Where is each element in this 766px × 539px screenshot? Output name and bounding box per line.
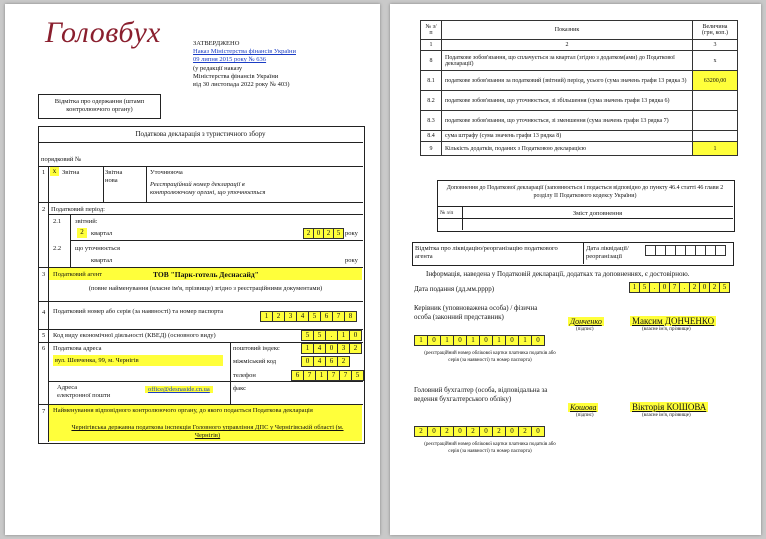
row-number: 7 <box>42 408 46 415</box>
phone-digit: 7 <box>327 370 340 381</box>
table-cell: 8.2 <box>421 91 442 111</box>
table-cell: 9 <box>421 142 442 156</box>
table-cell[interactable]: 63200,00 <box>693 71 738 91</box>
accountant-name[interactable]: Вікторія КОШОВА <box>632 402 707 412</box>
table-cell: Податкове зобов'язання, що сплачується за квартал (згідно з додатком(ами) до Податкової декларації) <box>442 51 693 71</box>
phone-label: телефон <box>233 372 256 379</box>
liquidation-mark: Відмітка про ліквідацію/реорганізацію податкового агента <box>415 245 558 260</box>
tax-number-digit: 5 <box>308 311 321 322</box>
head-code-digit: 1 <box>440 335 454 346</box>
liquidation-date-digit <box>715 245 726 256</box>
head-code-digit: 1 <box>518 335 532 346</box>
approval-order-link[interactable]: Наказ Міністерства фінансів України <box>193 48 296 56</box>
kved-digit: 1 <box>337 330 350 341</box>
accountant-code-note: (реєстраційний номер облікової картки платника податків або серія (за наявності) та номер паспорта) <box>424 442 556 454</box>
year-label: року <box>345 257 358 264</box>
kved-digit: 0 <box>349 330 362 341</box>
phone-digit: 1 <box>315 370 328 381</box>
approval-order-date-link[interactable]: 09 липня 2015 року № 636 <box>193 56 267 64</box>
accountant-code-digit: 0 <box>427 426 441 437</box>
accountant-title: Головний бухгалтер (особа, відповідальна за ведення бухгалтерського обліку) <box>414 386 548 403</box>
table-cell: 8.4 <box>421 131 442 142</box>
receipt-mark-box: Відмітка про одержання (штамп контролюючого органу) <box>38 94 161 119</box>
head-name[interactable]: Максим ДОНЧЕНКО <box>632 316 715 326</box>
phone-digit: 5 <box>351 370 364 381</box>
row-number: 5 <box>42 332 46 339</box>
accountant-code-digit: 0 <box>505 426 519 437</box>
submit-date-digit: 5 <box>719 282 730 293</box>
submit-date-digit: 0 <box>699 282 710 293</box>
tax-number-digit: 3 <box>284 311 297 322</box>
quarter-label: квартал <box>91 257 113 264</box>
row-number: 2.1 <box>53 218 62 225</box>
kved-digit: 5 <box>313 330 326 341</box>
quarter-field[interactable]: 2 <box>77 228 87 238</box>
name-label: (власне ім'я, прізвище) <box>642 413 691 418</box>
table-row <box>421 142 738 156</box>
row-number: 3 <box>42 271 46 278</box>
accountant-code-digit: 2 <box>466 426 480 437</box>
table-header: Величина (грн, коп.) <box>693 21 738 40</box>
head-code-digit: 1 <box>466 335 480 346</box>
table-cell: сума штрафу (сума значень графи 13 рядка 8) <box>442 131 693 142</box>
reporting-period-label: звітний: <box>75 218 98 225</box>
head-code-digit: 0 <box>427 335 441 346</box>
year-digit: 5 <box>333 228 344 239</box>
phone-digit: 6 <box>291 370 304 381</box>
agent-name-note: (повне найменування (власне ім'я, прізвище) згідно з реєстраційними документами) <box>88 285 323 292</box>
accountant-code-digit: 0 <box>479 426 493 437</box>
submit-date-label: Дата подання (дд.мм.рррр) <box>414 285 495 293</box>
table-cell[interactable] <box>693 91 738 111</box>
supplements-title: Доповнення до Податкової декларації (заповнюється і подається відповідно до пункту 46.4 статті 46 глави 2 розділу II Податкового кодексу України) <box>446 185 724 199</box>
accountant-code-digit: 2 <box>518 426 532 437</box>
accountant-code-digit: 0 <box>531 426 545 437</box>
liquidation-date-label: Дата ліквідації/ реорганізації <box>586 245 629 260</box>
table-cell[interactable] <box>693 111 738 131</box>
supplements-col-content: Зміст доповнення <box>572 210 623 217</box>
city-code-digit: 4 <box>313 356 326 367</box>
table-cell: 8 <box>421 51 442 71</box>
zip-label: поштовий індекс <box>233 345 280 352</box>
submit-date-digit: 1 <box>629 282 640 293</box>
city-code-digit: 2 <box>337 356 350 367</box>
head-code-digit: 0 <box>531 335 545 346</box>
kved-label: Код виду економічної діяльності (КВЕД) (основного виду) <box>53 332 216 339</box>
row-number: 6 <box>42 345 46 352</box>
zip-digit: 3 <box>337 343 350 354</box>
submit-date-digit: 2 <box>689 282 700 293</box>
declaration-page-2 <box>390 4 761 535</box>
head-title: Керівник (уповноважена особа) / фізична особа (законний представник) <box>414 304 538 321</box>
option-clarifying[interactable]: Уточнююча <box>150 169 183 176</box>
head-code-digit: 0 <box>479 335 493 346</box>
accountant-code-digit: 0 <box>453 426 467 437</box>
table-cell: 1 <box>421 40 442 51</box>
head-code-digit: 1 <box>414 335 428 346</box>
zip-digit: 4 <box>313 343 326 354</box>
approval-line: Міністерства фінансів України <box>193 72 279 80</box>
name-label: (власне ім'я, прізвище) <box>642 327 691 332</box>
authority-label: Найменування відповідного контролюючого органу, до якого подається Податкова декларація <box>53 407 313 414</box>
table-cell[interactable] <box>693 131 738 142</box>
kved-digit: 5 <box>301 330 314 341</box>
approval-heading: ЗАТВЕРДЖЕНО <box>193 40 240 47</box>
accountant-signature[interactable]: Кошова <box>570 403 597 412</box>
table-row <box>421 91 738 111</box>
quarter-label: квартал <box>91 230 113 237</box>
agent-label: Податковий агент <box>53 271 103 278</box>
agent-name[interactable]: ТОВ "Парк-готель Деснасайд" <box>153 270 259 279</box>
table-row <box>421 40 738 51</box>
row-number: 2 <box>42 206 46 213</box>
head-code-digit: 0 <box>453 335 467 346</box>
table-cell[interactable]: х <box>693 51 738 71</box>
golovbukh-logo: Головбух <box>45 16 161 49</box>
submit-date-digit: 7 <box>669 282 680 293</box>
head-code-digit: 0 <box>505 335 519 346</box>
report-type-checkbox[interactable]: х <box>50 167 59 176</box>
approval-line: від 30 листопада 2022 року № 403) <box>193 81 290 89</box>
year-digit: 2 <box>303 228 314 239</box>
table-cell: 8.3 <box>421 111 442 131</box>
submit-date-digit: 0 <box>659 282 670 293</box>
accountant-code-digit: 2 <box>492 426 506 437</box>
zip-digit: 2 <box>349 343 362 354</box>
tax-number-digit: 6 <box>320 311 333 322</box>
signature-label: (підпис) <box>576 327 594 332</box>
kved-digit: . <box>325 330 338 341</box>
reg-number-label: Реєстраційний номер декларації в контролюючому органі, що уточнюється <box>150 181 266 196</box>
tax-number-digit: 2 <box>272 311 285 322</box>
head-signature[interactable]: Донченко <box>570 317 602 326</box>
table-cell: податкове зобов'язання за податковий (звітний) період, усього (сума значень графи 13 рядка 3) <box>442 71 693 91</box>
table-header: № з/п <box>421 21 442 40</box>
table-cell: 8.1 <box>421 71 442 91</box>
declaration-page-1 <box>5 4 380 535</box>
row-number: 1 <box>42 169 46 176</box>
form-title: Податкова декларація з туристичного збору <box>135 130 266 138</box>
accountant-code-digit: 2 <box>414 426 428 437</box>
fax-label: факс <box>233 385 246 392</box>
tax-period-label: Податковий період: <box>51 206 105 213</box>
table-cell: Кількість додатків, поданих з Податковою декларацією <box>442 142 693 156</box>
supplements-col-num: № з/п <box>440 210 454 216</box>
table-cell[interactable]: 3 <box>693 40 738 51</box>
phone-digit: 7 <box>339 370 352 381</box>
accountant-code-digit: 2 <box>440 426 454 437</box>
table-row <box>421 111 738 131</box>
year-digit: 0 <box>313 228 324 239</box>
table-row <box>421 51 738 71</box>
table-cell[interactable]: 1 <box>693 142 738 156</box>
table-header: Показник <box>442 21 693 40</box>
phone-digit: 7 <box>303 370 316 381</box>
tax-number-digit: 4 <box>296 311 309 322</box>
city-code-digit: 0 <box>301 356 314 367</box>
option-new-report[interactable]: Звітна нова <box>105 169 123 184</box>
option-report[interactable]: Звітна <box>62 169 80 176</box>
submit-date-digit: 2 <box>709 282 720 293</box>
zip-digit: 0 <box>325 343 338 354</box>
table-cell: 2 <box>442 40 693 51</box>
table-row <box>421 131 738 142</box>
submit-date-digit: . <box>649 282 660 293</box>
row-number: 4 <box>42 309 46 316</box>
tax-number-label: Податковий номер або серія (за наявності) та номер паспорта <box>53 308 224 315</box>
head-code-note: (реєстраційний номер облікової картки платника податків або серія (за наявності) та номер паспорта) <box>424 351 556 363</box>
city-code-label: міжміський код <box>233 358 277 365</box>
serial-label: порядковий № <box>41 156 82 163</box>
tax-number-digit: 1 <box>260 311 273 322</box>
email-label: Адреса електронної пошти <box>57 384 111 399</box>
head-code-digit: 1 <box>492 335 506 346</box>
table-row <box>421 71 738 91</box>
email-value[interactable]: office@desnaside.cn.ua <box>145 386 213 393</box>
row-number: 2.2 <box>53 245 62 252</box>
address-label: Податкова адреса <box>53 345 102 352</box>
signature-label: (підпис) <box>576 413 594 418</box>
indicators-table <box>420 20 738 156</box>
submit-date-digit: . <box>679 282 690 293</box>
tax-number-digit: 7 <box>332 311 345 322</box>
table-cell: податкове зобов'язання, що уточнюється, зі збільшення (сума значень графи 13 рядка 6) <box>442 91 693 111</box>
year-label: року <box>345 230 358 237</box>
authority-value[interactable]: Чернігівська державна податкова інспекція Головного управління ДПС у Чернігівській області (м. Чернігів) <box>71 424 344 439</box>
zip-digit: 1 <box>301 343 314 354</box>
tax-number-digit: 8 <box>344 311 357 322</box>
year-digit: 2 <box>323 228 334 239</box>
approval-line: (у редакції наказу <box>193 64 243 72</box>
submit-date-digit: 5 <box>639 282 650 293</box>
clarified-period-label: що уточнюється <box>75 245 121 252</box>
accuracy-statement: Інформація, наведена у Податковій декларації, додатках та доповненнях, є достовірною. <box>426 270 690 278</box>
table-cell: податкове зобов'язання, що уточнюється, зі зменшення (сума значень графи 13 рядка 7) <box>442 111 693 131</box>
address-value[interactable]: вул. Шевченка, 99, м. Чернігів <box>55 357 139 364</box>
approval-block <box>193 40 296 89</box>
city-code-digit: 6 <box>325 356 338 367</box>
